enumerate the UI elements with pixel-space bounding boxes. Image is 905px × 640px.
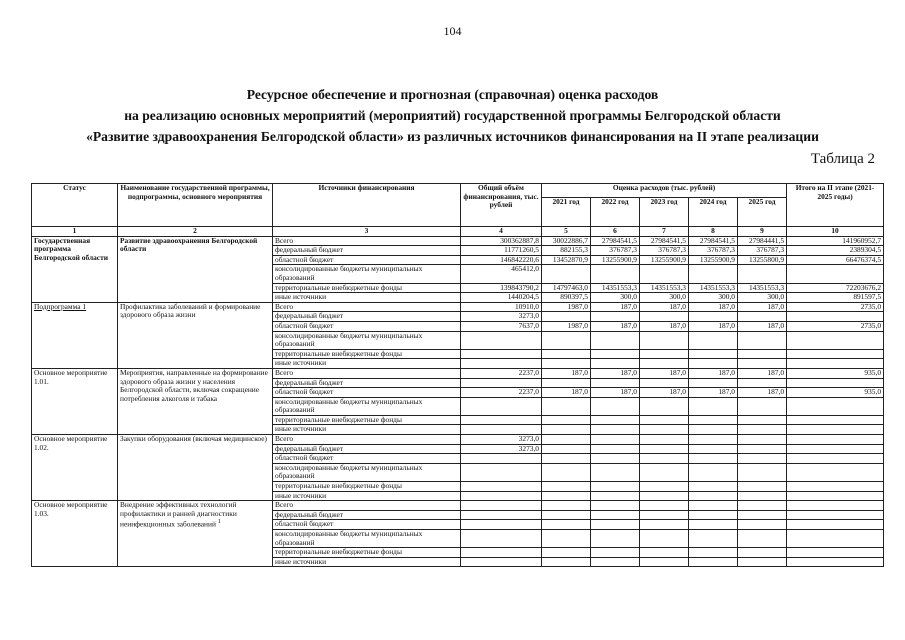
value-cell-y2022 <box>591 349 640 359</box>
source-cell: Всего <box>273 236 461 246</box>
value-cell-y2021: 882155,3 <box>542 246 591 256</box>
value-cell-y2024: 376787,3 <box>689 246 738 256</box>
source-cell: территориальные внебюджетные фонды <box>273 283 461 293</box>
source-cell: территориальные внебюджетные фонды <box>273 548 461 558</box>
value-cell-y2025 <box>738 482 787 492</box>
value-cell-y2021 <box>542 378 591 388</box>
financing-table <box>31 183 884 567</box>
value-cell-total <box>461 463 542 481</box>
value-cell-y2022 <box>591 444 640 454</box>
source-cell: иные источники <box>273 359 461 369</box>
value-cell-y2025 <box>738 444 787 454</box>
row-name-text: Внедрение эффективных технологий профилактики и ранней диагностики неинфекционных заболеваний <box>120 500 237 529</box>
value-cell-y2025 <box>738 557 787 567</box>
value-cell-y2024: 27984541,5 <box>689 236 738 246</box>
footnote-mark: 1 <box>217 519 221 526</box>
value-cell-y2025 <box>738 463 787 481</box>
value-cell-itogo <box>787 491 884 501</box>
header-2024: 2024 год <box>689 198 738 227</box>
value-cell-y2021 <box>542 510 591 520</box>
value-cell-y2021 <box>542 349 591 359</box>
value-cell-y2023 <box>640 501 689 511</box>
value-cell-y2022 <box>591 530 640 548</box>
source-cell: Всего <box>273 368 461 378</box>
source-cell: областной бюджет <box>273 388 461 398</box>
value-cell-y2021 <box>542 557 591 567</box>
value-cell-y2024 <box>689 415 738 425</box>
value-cell-y2022 <box>591 491 640 501</box>
value-cell-y2025: 376787,3 <box>738 246 787 256</box>
source-cell: федеральный бюджет <box>273 444 461 454</box>
value-cell-y2022 <box>591 265 640 283</box>
value-cell-y2021: 1987,0 <box>542 302 591 312</box>
table-row <box>32 501 884 511</box>
value-cell-y2021 <box>542 548 591 558</box>
table-row <box>32 236 884 246</box>
col-number: 4 <box>461 227 542 237</box>
value-cell-y2023 <box>640 415 689 425</box>
value-cell-y2025: 27984441,5 <box>738 236 787 246</box>
value-cell-y2025: 13255800,9 <box>738 255 787 265</box>
value-cell-y2022 <box>591 378 640 388</box>
value-cell-y2023 <box>640 349 689 359</box>
value-cell-itogo: 891597,5 <box>787 293 884 303</box>
row-name <box>118 501 273 567</box>
value-cell-y2024: 300,0 <box>689 293 738 303</box>
row-status: Государственная программа Белгородской области <box>32 236 118 302</box>
value-cell-y2021 <box>542 425 591 435</box>
value-cell-itogo: 72203676,2 <box>787 283 884 293</box>
value-cell-y2024 <box>689 425 738 435</box>
value-cell-itogo <box>787 435 884 445</box>
value-cell-y2023: 13255900,9 <box>640 255 689 265</box>
value-cell-itogo <box>787 548 884 558</box>
value-cell-y2024 <box>689 444 738 454</box>
header-2022: 2022 год <box>591 198 640 227</box>
value-cell-y2022 <box>591 435 640 445</box>
value-cell-total <box>461 415 542 425</box>
source-cell: консолидированные бюджеты муниципальных образований <box>273 530 461 548</box>
value-cell-total <box>461 491 542 501</box>
value-cell-total: 139843790,2 <box>461 283 542 293</box>
value-cell-y2025: 300,0 <box>738 293 787 303</box>
value-cell-y2022: 187,0 <box>591 388 640 398</box>
row-name-text: Мероприятия, направленные на формирование здорового образа жизни у населения Белгородской области, включая сокращение потребления алкоголя и табака <box>120 368 268 403</box>
value-cell-y2025: 187,0 <box>738 302 787 312</box>
row-name-text: Развитие здравоохранения Белгородской области <box>120 236 258 254</box>
value-cell-y2022: 187,0 <box>591 368 640 378</box>
value-cell-total: 1440204,5 <box>461 293 542 303</box>
value-cell-y2025 <box>738 510 787 520</box>
value-cell-itogo: 141960952,7 <box>787 236 884 246</box>
value-cell-y2021 <box>542 415 591 425</box>
value-cell-total: 11771260,5 <box>461 246 542 256</box>
value-cell-itogo <box>787 415 884 425</box>
source-cell: консолидированные бюджеты муниципальных образований <box>273 265 461 283</box>
value-cell-total: 3273,0 <box>461 435 542 445</box>
value-cell-y2025 <box>738 425 787 435</box>
value-cell-y2024 <box>689 312 738 322</box>
value-cell-y2022 <box>591 463 640 481</box>
value-cell-y2024 <box>689 491 738 501</box>
row-status: Основное мероприятие 1.03. <box>32 501 118 567</box>
value-cell-y2024 <box>689 501 738 511</box>
value-cell-y2022 <box>591 425 640 435</box>
value-cell-itogo: 2735,0 <box>787 321 884 331</box>
value-cell-y2023: 300,0 <box>640 293 689 303</box>
value-cell-itogo <box>787 510 884 520</box>
value-cell-y2024 <box>689 265 738 283</box>
value-cell-itogo <box>787 265 884 283</box>
value-cell-total: 3273,0 <box>461 444 542 454</box>
value-cell-itogo <box>787 463 884 481</box>
table-row <box>32 435 884 445</box>
row-status: Основное мероприятие 1.01. <box>32 368 118 434</box>
header-estimate: Оценка расходов (тыс. рублей) <box>542 184 787 198</box>
title-line-3: «Развитие здравоохранения Белгородской области» из различных источников финансирования на II этапе реализации <box>86 129 819 144</box>
value-cell-y2025 <box>738 530 787 548</box>
value-cell-y2021 <box>542 501 591 511</box>
header-name: Наименование государственной программы, подпрограммы, основного мероприятия <box>118 184 273 227</box>
value-cell-total <box>461 425 542 435</box>
value-cell-y2021: 890397,5 <box>542 293 591 303</box>
title-line-1: Ресурсное обеспечение и прогнозная (справочная) оценка расходов <box>246 87 659 102</box>
value-cell-y2022 <box>591 397 640 415</box>
value-cell-y2023 <box>640 491 689 501</box>
row-status: Подпрограмма 1 <box>32 302 118 368</box>
value-cell-y2022 <box>591 415 640 425</box>
title-line-2: на реализацию основных мероприятий (мероприятий) государственной программы Белгородской области <box>124 108 781 123</box>
source-cell: иные источники <box>273 557 461 567</box>
value-cell-y2025: 187,0 <box>738 388 787 398</box>
value-cell-y2022: 14351553,3 <box>591 283 640 293</box>
value-cell-y2023 <box>640 548 689 558</box>
header-total: Общий объём финансирования, тыс. рублей <box>461 184 542 227</box>
source-cell: областной бюджет <box>273 454 461 464</box>
source-cell: федеральный бюджет <box>273 312 461 322</box>
value-cell-y2025 <box>738 378 787 388</box>
value-cell-itogo <box>787 312 884 322</box>
value-cell-y2024 <box>689 331 738 349</box>
value-cell-itogo <box>787 501 884 511</box>
source-cell: территориальные внебюджетные фонды <box>273 482 461 492</box>
value-cell-y2022: 187,0 <box>591 302 640 312</box>
value-cell-y2023 <box>640 482 689 492</box>
value-cell-y2024 <box>689 510 738 520</box>
row-name <box>118 302 273 368</box>
value-cell-y2025 <box>738 397 787 415</box>
value-cell-y2025: 14351553,3 <box>738 283 787 293</box>
value-cell-y2025 <box>738 312 787 322</box>
value-cell-y2024: 187,0 <box>689 302 738 312</box>
source-cell: иные источники <box>273 293 461 303</box>
value-cell-y2022: 27984541,5 <box>591 236 640 246</box>
col-number: 8 <box>689 227 738 237</box>
col-number: 1 <box>32 227 118 237</box>
value-cell-y2025 <box>738 548 787 558</box>
value-cell-y2025 <box>738 415 787 425</box>
value-cell-itogo <box>787 530 884 548</box>
value-cell-total <box>461 557 542 567</box>
table-body <box>32 236 884 567</box>
table-label: Таблица 2 <box>810 151 875 167</box>
value-cell-total: 3273,0 <box>461 312 542 322</box>
value-cell-y2023 <box>640 378 689 388</box>
value-cell-y2025 <box>738 520 787 530</box>
value-cell-y2022 <box>591 331 640 349</box>
value-cell-itogo <box>787 349 884 359</box>
value-cell-total <box>461 331 542 349</box>
value-cell-itogo: 66476374,5 <box>787 255 884 265</box>
value-cell-y2024: 187,0 <box>689 388 738 398</box>
source-cell: консолидированные бюджеты муниципальных образований <box>273 397 461 415</box>
value-cell-y2024 <box>689 463 738 481</box>
value-cell-y2023: 14351553,3 <box>640 283 689 293</box>
value-cell-y2025: 187,0 <box>738 368 787 378</box>
value-cell-y2024: 14351553,3 <box>689 283 738 293</box>
document-title <box>0 84 905 147</box>
value-cell-y2023 <box>640 312 689 322</box>
source-cell: федеральный бюджет <box>273 378 461 388</box>
value-cell-total: 2237,0 <box>461 388 542 398</box>
value-cell-total <box>461 530 542 548</box>
value-cell-itogo <box>787 520 884 530</box>
value-cell-y2025 <box>738 491 787 501</box>
value-cell-y2022 <box>591 501 640 511</box>
source-cell: Всего <box>273 435 461 445</box>
source-cell: Всего <box>273 501 461 511</box>
value-cell-y2021 <box>542 520 591 530</box>
value-cell-total <box>461 501 542 511</box>
value-cell-y2024 <box>689 397 738 415</box>
value-cell-y2022 <box>591 312 640 322</box>
value-cell-total <box>461 520 542 530</box>
value-cell-itogo: 2389304,5 <box>787 246 884 256</box>
value-cell-y2023 <box>640 435 689 445</box>
value-cell-y2023 <box>640 444 689 454</box>
value-cell-y2021 <box>542 397 591 415</box>
value-cell-y2021 <box>542 463 591 481</box>
value-cell-y2021 <box>542 444 591 454</box>
value-cell-itogo <box>787 454 884 464</box>
value-cell-y2021: 30022886,7 <box>542 236 591 246</box>
source-cell: федеральный бюджет <box>273 510 461 520</box>
value-cell-y2024: 187,0 <box>689 368 738 378</box>
value-cell-y2021 <box>542 454 591 464</box>
table-row <box>32 302 884 312</box>
value-cell-total <box>461 510 542 520</box>
value-cell-y2022 <box>591 454 640 464</box>
value-cell-y2022: 300,0 <box>591 293 640 303</box>
value-cell-y2023 <box>640 510 689 520</box>
value-cell-y2021 <box>542 265 591 283</box>
value-cell-y2024: 13255900,9 <box>689 255 738 265</box>
value-cell-itogo <box>787 444 884 454</box>
value-cell-y2022 <box>591 482 640 492</box>
value-cell-y2022: 187,0 <box>591 321 640 331</box>
value-cell-y2024 <box>689 557 738 567</box>
value-cell-y2021 <box>542 530 591 548</box>
value-cell-y2021: 13452870,9 <box>542 255 591 265</box>
source-cell: территориальные внебюджетные фонды <box>273 415 461 425</box>
value-cell-y2022: 13255900,9 <box>591 255 640 265</box>
row-name <box>118 435 273 501</box>
value-cell-y2025 <box>738 359 787 369</box>
value-cell-total <box>461 482 542 492</box>
value-cell-itogo: 935,0 <box>787 388 884 398</box>
value-cell-y2023: 187,0 <box>640 388 689 398</box>
value-cell-total: 300362887,8 <box>461 236 542 246</box>
value-cell-y2022 <box>591 359 640 369</box>
value-cell-y2025: 187,0 <box>738 321 787 331</box>
value-cell-itogo <box>787 425 884 435</box>
value-cell-y2023 <box>640 557 689 567</box>
value-cell-y2024 <box>689 454 738 464</box>
value-cell-y2025 <box>738 435 787 445</box>
value-cell-total: 146842220,6 <box>461 255 542 265</box>
col-number: 9 <box>738 227 787 237</box>
value-cell-total <box>461 349 542 359</box>
value-cell-itogo: 2735,0 <box>787 302 884 312</box>
header-2021: 2021 год <box>542 198 591 227</box>
table-row <box>32 368 884 378</box>
value-cell-y2024: 187,0 <box>689 321 738 331</box>
source-cell: областной бюджет <box>273 255 461 265</box>
value-cell-y2021: 187,0 <box>542 368 591 378</box>
value-cell-y2024 <box>689 378 738 388</box>
value-cell-y2022 <box>591 557 640 567</box>
value-cell-y2023 <box>640 463 689 481</box>
value-cell-y2024 <box>689 520 738 530</box>
value-cell-y2021 <box>542 482 591 492</box>
value-cell-total <box>461 359 542 369</box>
value-cell-y2023: 27984541,5 <box>640 236 689 246</box>
value-cell-y2023 <box>640 530 689 548</box>
value-cell-itogo <box>787 378 884 388</box>
value-cell-total <box>461 378 542 388</box>
source-cell: федеральный бюджет <box>273 246 461 256</box>
row-name-text: Закупки оборудования (включая медицинское) <box>120 434 267 444</box>
col-number: 10 <box>787 227 884 237</box>
source-cell: консолидированные бюджеты муниципальных образований <box>273 331 461 349</box>
value-cell-total <box>461 397 542 415</box>
value-cell-y2021: 14797463,0 <box>542 283 591 293</box>
value-cell-y2021 <box>542 491 591 501</box>
value-cell-y2024 <box>689 349 738 359</box>
value-cell-y2021 <box>542 331 591 349</box>
col-number: 6 <box>591 227 640 237</box>
value-cell-itogo <box>787 397 884 415</box>
col-number: 3 <box>273 227 461 237</box>
value-cell-y2023 <box>640 454 689 464</box>
value-cell-itogo: 935,0 <box>787 368 884 378</box>
value-cell-y2023 <box>640 425 689 435</box>
source-cell: консолидированные бюджеты муниципальных образований <box>273 463 461 481</box>
value-cell-y2021: 187,0 <box>542 388 591 398</box>
col-number: 7 <box>640 227 689 237</box>
row-name <box>118 236 273 302</box>
value-cell-y2024 <box>689 359 738 369</box>
source-cell: Всего <box>273 302 461 312</box>
value-cell-y2021 <box>542 359 591 369</box>
column-number-row <box>32 227 884 237</box>
value-cell-y2023 <box>640 520 689 530</box>
source-cell: иные источники <box>273 491 461 501</box>
header-itogo: Итого на II этапе (2021-2025 годы) <box>787 184 884 227</box>
value-cell-y2021 <box>542 435 591 445</box>
value-cell-total: 10910,0 <box>461 302 542 312</box>
value-cell-itogo <box>787 482 884 492</box>
value-cell-y2024 <box>689 482 738 492</box>
row-name-text: Профилактика заболеваний и формирование здорового образа жизни <box>120 302 261 320</box>
value-cell-y2023: 187,0 <box>640 302 689 312</box>
value-cell-total: 7637,0 <box>461 321 542 331</box>
value-cell-itogo <box>787 331 884 349</box>
value-cell-y2025 <box>738 265 787 283</box>
value-cell-y2021 <box>542 312 591 322</box>
value-cell-y2023: 187,0 <box>640 321 689 331</box>
value-cell-itogo <box>787 557 884 567</box>
col-number: 2 <box>118 227 273 237</box>
value-cell-y2022: 376787,3 <box>591 246 640 256</box>
page-number: 104 <box>443 24 462 38</box>
header-sources: Источники финансирования <box>273 184 461 227</box>
source-cell: территориальные внебюджетные фонды <box>273 349 461 359</box>
source-cell: областной бюджет <box>273 520 461 530</box>
row-status: Основное мероприятие 1.02. <box>32 435 118 501</box>
value-cell-total <box>461 454 542 464</box>
col-number: 5 <box>542 227 591 237</box>
value-cell-y2024 <box>689 435 738 445</box>
source-cell: иные источники <box>273 425 461 435</box>
header-status: Статус <box>32 184 118 227</box>
value-cell-y2023 <box>640 265 689 283</box>
value-cell-y2023 <box>640 331 689 349</box>
header-2025: 2025 год <box>738 198 787 227</box>
header-2023: 2023 год <box>640 198 689 227</box>
source-cell: областной бюджет <box>273 321 461 331</box>
value-cell-y2021: 1987,0 <box>542 321 591 331</box>
value-cell-y2025 <box>738 501 787 511</box>
value-cell-y2023: 187,0 <box>640 368 689 378</box>
value-cell-y2023 <box>640 397 689 415</box>
value-cell-y2025 <box>738 349 787 359</box>
value-cell-total <box>461 548 542 558</box>
value-cell-y2025 <box>738 331 787 349</box>
row-name <box>118 368 273 434</box>
value-cell-y2025 <box>738 454 787 464</box>
value-cell-y2022 <box>591 510 640 520</box>
value-cell-itogo <box>787 359 884 369</box>
value-cell-y2023 <box>640 359 689 369</box>
value-cell-y2024 <box>689 530 738 548</box>
value-cell-y2022 <box>591 548 640 558</box>
value-cell-y2022 <box>591 520 640 530</box>
value-cell-total: 465412,0 <box>461 265 542 283</box>
value-cell-y2024 <box>689 548 738 558</box>
value-cell-y2023: 376787,3 <box>640 246 689 256</box>
value-cell-total: 2237,0 <box>461 368 542 378</box>
